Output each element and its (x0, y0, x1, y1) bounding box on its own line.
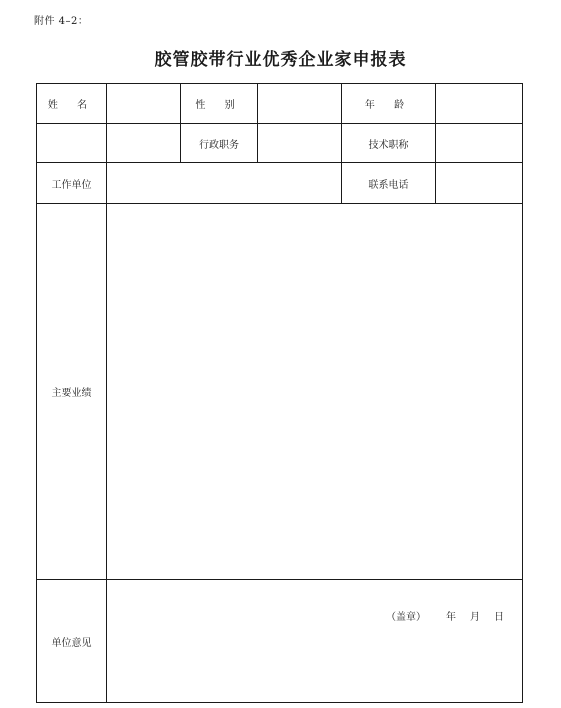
page-title: 胶管胶带行业优秀企业家申报表 (154, 50, 407, 70)
month-label: 月 (470, 612, 480, 623)
unit-opinion-field[interactable] (107, 580, 523, 703)
day-label: 日 (494, 612, 504, 623)
application-form-table (36, 83, 523, 703)
achievements-label: 主要业绩 (37, 204, 107, 580)
year-label: 年 (446, 612, 456, 623)
unit-opinion-label: 单位意见 (37, 580, 107, 703)
work-unit-field[interactable] (107, 163, 342, 204)
tech-title-field[interactable] (436, 124, 523, 163)
tech-title-label: 技术职称 (342, 124, 436, 163)
row-unit-opinion (37, 580, 523, 703)
name-label: 姓 名 (37, 84, 107, 124)
blank-value-cell[interactable] (107, 124, 181, 163)
stamp-label: （盖章） (386, 612, 426, 623)
row-work-unit (37, 163, 523, 204)
achievements-field[interactable] (107, 204, 523, 580)
admin-position-field[interactable] (258, 124, 342, 163)
gender-field[interactable] (258, 84, 342, 124)
age-field[interactable] (436, 84, 523, 124)
row-position (37, 124, 523, 163)
age-label: 年 龄 (342, 84, 436, 124)
admin-position-label: 行政职务 (181, 124, 258, 163)
row-basic-info (37, 84, 523, 124)
stamp-date-line (386, 608, 504, 623)
row-achievements (37, 204, 523, 580)
gender-label: 性 别 (181, 84, 258, 124)
contact-phone-field[interactable] (436, 163, 523, 204)
blank-label-cell[interactable] (37, 124, 107, 163)
name-field[interactable] (107, 84, 181, 124)
work-unit-label: 工作单位 (37, 163, 107, 204)
attachment-number: 附件 4–2： (34, 16, 89, 27)
contact-phone-label: 联系电话 (342, 163, 436, 204)
